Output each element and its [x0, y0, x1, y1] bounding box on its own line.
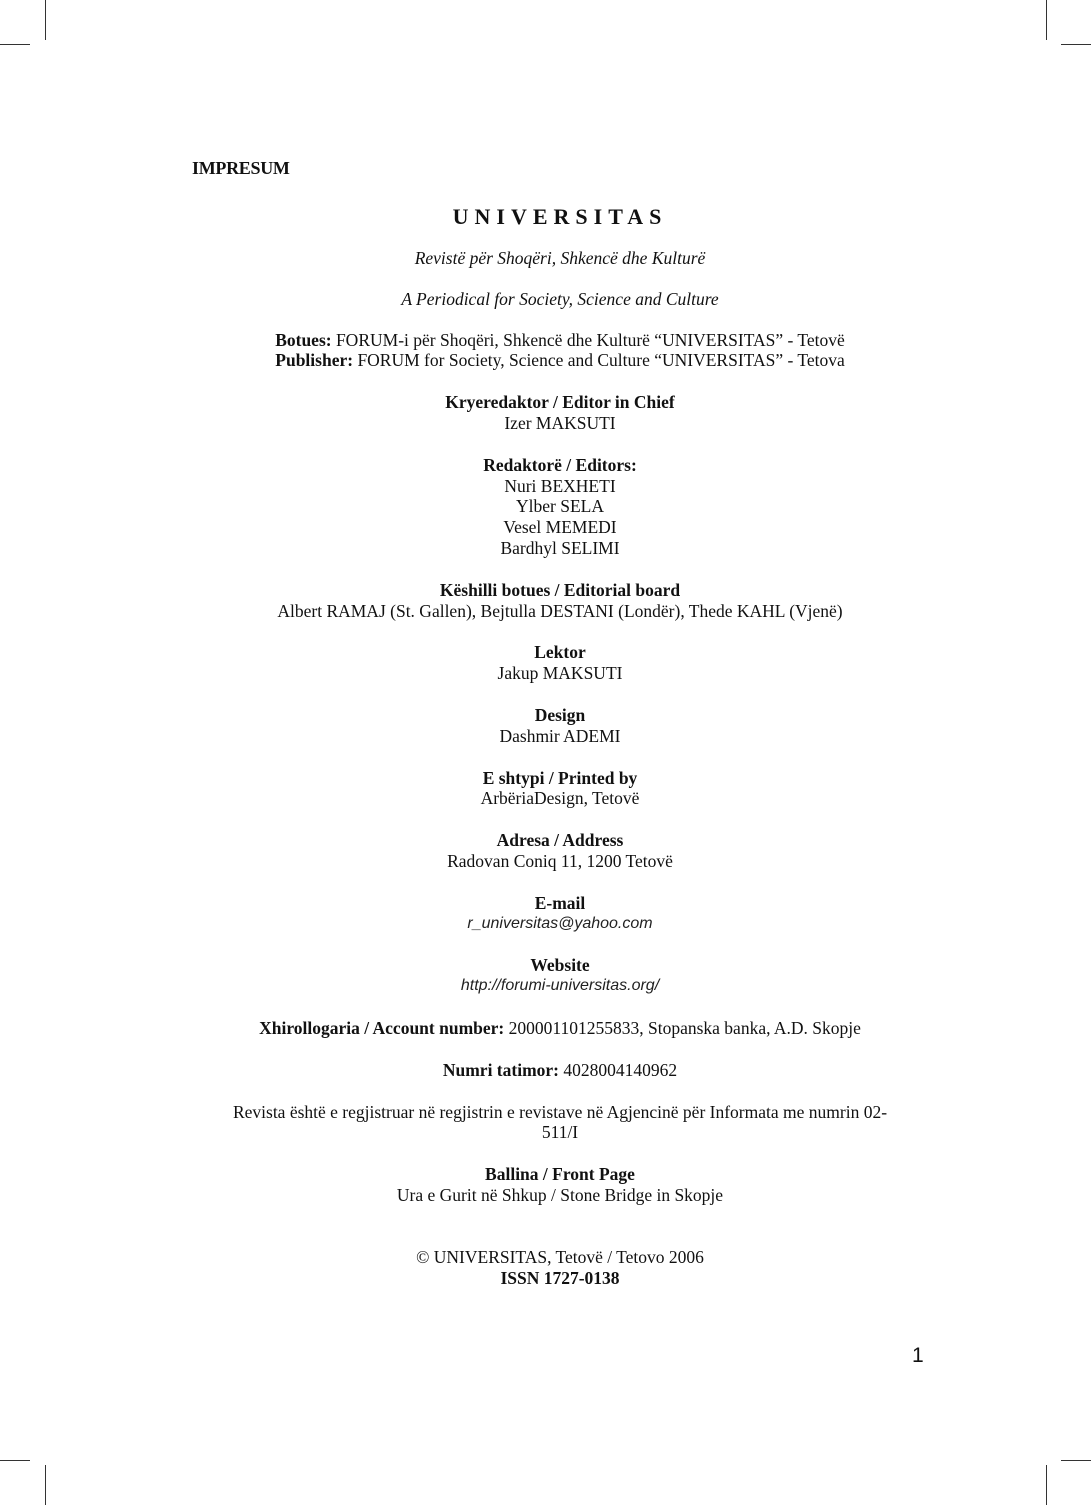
registration-line-1: Revista është e regjistruar në regjistrin e revistave në Agjencinë për Informata me numrin 02-	[232, 1101, 888, 1122]
website-section	[200, 955, 920, 997]
lektor-name: Jakup MAKSUTI	[497, 663, 623, 684]
crop-mark-top-left-vertical	[45, 0, 46, 40]
tax-value: 4028004140962	[563, 1059, 678, 1080]
address-label: Adresa / Address	[496, 830, 624, 851]
publisher-albanian-value: FORUM-i për Shoqëri, Shkencë dhe Kulturë “UNIVERSITAS” - Tetovë	[335, 329, 845, 350]
tax-line	[200, 1060, 920, 1081]
design-section	[200, 705, 920, 747]
editor-name: Bardhyl SELIMI	[500, 537, 620, 558]
crop-mark-top-right-vertical	[1046, 0, 1047, 40]
email-section	[200, 893, 920, 935]
crop-mark-bottom-right-horizontal	[1061, 1460, 1091, 1461]
website-link[interactable]: http://forumi-universitas.org/	[460, 977, 660, 995]
editors-section	[200, 455, 920, 559]
editor-in-chief-section	[200, 392, 920, 434]
publisher-english	[200, 350, 920, 371]
front-page-label: Ballina / Front Page	[485, 1164, 635, 1185]
tax-label: Numri tatimor:	[442, 1059, 560, 1080]
editor-name: Nuri BEXHETI	[504, 475, 616, 496]
tax-section	[200, 1060, 920, 1081]
address-value: Radovan Coniq 11, 1200 Tetovë	[447, 850, 673, 871]
journal-title: UNIVERSITAS	[452, 204, 668, 229]
impresum-heading: IMPRESUM	[192, 158, 290, 178]
lektor-label: Lektor	[534, 642, 586, 663]
website-label: Website	[530, 955, 590, 976]
design-name: Dashmir ADEMI	[499, 725, 621, 746]
editor-in-chief-name: Izer MAKSUTI	[504, 412, 616, 433]
editorial-board-label: Këshilli botues / Editorial board	[439, 579, 681, 600]
publisher-albanian	[200, 330, 920, 351]
editor-name: Ylber SELA	[516, 496, 604, 517]
crop-mark-bottom-left-vertical	[45, 1465, 46, 1505]
issn-text: ISSN 1727-0138	[500, 1267, 620, 1288]
address-section	[200, 830, 920, 872]
editorial-board-members: Albert RAMAJ (St. Gallen), Bejtulla DESTANI (Londër), Thede KAHL (Vjenë)	[277, 600, 843, 621]
email-label: E-mail	[534, 892, 586, 913]
copyright-text: © UNIVERSITAS, Tetovë / Tetovo 2006	[416, 1246, 704, 1267]
printed-by-name: ArbëriaDesign, Tetovë	[480, 788, 640, 809]
publisher-english-label: Publisher:	[275, 350, 354, 371]
publisher-albanian-label: Botues:	[275, 329, 332, 350]
editor-name: Vesel MEMEDI	[503, 517, 617, 538]
design-label: Design	[534, 704, 586, 725]
registration-section	[200, 1102, 920, 1144]
page-number: 1	[912, 1344, 924, 1367]
printed-by-label: E shtypi / Printed by	[482, 767, 638, 788]
lektor-section	[200, 642, 920, 684]
email-link[interactable]: r_universitas@yahoo.com	[467, 914, 653, 932]
front-page-section	[200, 1164, 920, 1206]
crop-mark-top-left-horizontal	[0, 44, 30, 45]
account-section	[200, 1018, 920, 1039]
account-label: Xhirollogaria / Account number:	[259, 1017, 505, 1038]
impressum-content	[200, 203, 920, 1288]
account-value: 200001101255833, Stopanska banka, A.D. Skopje	[508, 1017, 861, 1038]
crop-mark-top-right-horizontal	[1061, 44, 1091, 45]
printed-by-section	[200, 768, 920, 810]
registration-line-2: 511/I	[541, 1122, 579, 1143]
publisher-english-value: FORUM for Society, Science and Culture “UNIVERSITAS” - Tetova	[357, 350, 845, 371]
front-page-value: Ura e Gurit në Shkup / Stone Bridge in Skopje	[396, 1184, 724, 1205]
editorial-board-section	[200, 580, 920, 622]
crop-mark-bottom-left-horizontal	[0, 1460, 30, 1461]
editor-in-chief-label: Kryeredaktor / Editor in Chief	[445, 392, 675, 413]
subtitle-english: A Periodical for Society, Science and Culture	[401, 288, 719, 309]
copyright-section	[200, 1247, 920, 1289]
crop-mark-bottom-right-vertical	[1046, 1465, 1047, 1505]
publisher-section	[200, 330, 920, 372]
editors-label: Redaktorë / Editors:	[483, 454, 637, 475]
subtitle-albanian: Revistë për Shoqëri, Shkencë dhe Kulturë	[414, 248, 706, 268]
account-line	[200, 1018, 920, 1039]
